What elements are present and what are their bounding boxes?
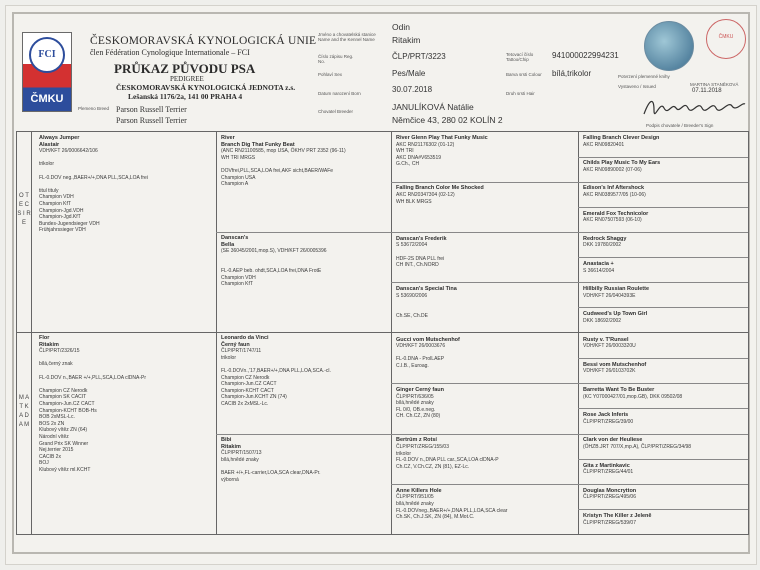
col-divider [31, 132, 32, 534]
great-great-grandparent-details [583, 217, 748, 224]
detail-line: ČLP/PRT/ZREG/539/07 [583, 519, 636, 526]
dog-name: Odin [392, 22, 410, 32]
great-grandparent-cell [396, 387, 576, 432]
grandparent-cell [221, 437, 389, 533]
row-divider [578, 509, 748, 510]
great-grandparent-name: Ginger Černý faun [396, 387, 444, 393]
great-great-grandparent-cell [583, 437, 748, 457]
detail-line: Grand Prix SK Winner [39, 440, 89, 447]
col-divider [391, 132, 392, 534]
detail-line: Champion KfT [39, 200, 71, 207]
detail-line: Champion-Jun.KCHT ZN (74) [221, 394, 287, 401]
fci-logo-ring: FCI [29, 37, 65, 73]
detail-line: Ch.SE, Ch.DE [396, 312, 428, 319]
detail-line: BAER +/+,FL-carrier,LOA,SCA clear,DNA-Pr. [221, 469, 321, 476]
detail-line: Champion CZ Nerodk [221, 374, 270, 381]
grandparent-name: Leonardo da Vinci [221, 335, 269, 341]
great-grandparent-name: Bertrům z Rotsí [396, 437, 437, 444]
detail-line: bílá,hnědé znaky [396, 500, 434, 507]
detail-line: AKC RN07507593 (06-10) [583, 217, 642, 224]
detail-line [221, 261, 389, 268]
detail-line: AKC DNA#V653519 [396, 154, 442, 161]
great-great-grandparent-name: Childs Play Music To My Ears [583, 160, 661, 167]
grandparent-kennel: Branch Dig That Funky Beat [221, 141, 295, 148]
detail-line: ČLP/PRT/2326/15 [39, 348, 80, 355]
detail-line [396, 306, 576, 313]
issued-by-label: Potvrzení plemenné knihy [618, 74, 670, 79]
sire-details [39, 148, 213, 234]
breeder-label: Chovatel Breeder [318, 109, 354, 114]
great-great-grandparent-cell [583, 362, 748, 382]
grandparent-name: River [221, 135, 235, 141]
row-divider [391, 383, 748, 384]
great-great-grandparent-cell [583, 337, 748, 357]
detail-line: Champion-Jgd.VDH [39, 207, 84, 214]
grandparent-details [221, 450, 389, 483]
great-great-grandparent-cell [583, 185, 748, 205]
chip-label: Tetovací číslo Tattoo/Chip [506, 52, 534, 62]
dog-reg-number: ČLP/PRT/3223 [392, 52, 446, 61]
detail-line: Champion-Jgd.KfT [39, 214, 81, 221]
great-great-grandparent-name: Rusty v. T'Runsel [583, 336, 629, 343]
embossed-seal [644, 21, 694, 71]
detail-line: CACIB 2x [39, 453, 61, 460]
great-great-grandparent-name: Gita z Martinkavic [583, 462, 630, 469]
detail-line: ČLP/PRT/951/05 [396, 494, 434, 501]
great-great-grandparent-cell [583, 387, 748, 407]
detail-line: Ch.CZ, V.Ch.CZ, ZN (81), EZ-Lc. [396, 463, 470, 470]
detail-line [396, 299, 576, 306]
great-great-grandparent-name: Hillbilly Russian Roulette [583, 286, 650, 293]
great-great-grandparent-details [583, 520, 748, 527]
detail-line [39, 168, 213, 175]
breeder-address: Němčice 43, 280 02 KOLÍN 2 [392, 115, 503, 125]
great-great-grandparent-name: Redrock Shaggy [583, 235, 627, 242]
grandparent-details [221, 148, 389, 188]
detail-line: FL-0.DOVn.,'17,BAER+/+,DNA PLL,LOA,SCA.-cl. [221, 367, 331, 374]
detail-line: (ANC RN21100585, mop USA, ÖKHV PRT 2352 (96-11) [221, 148, 346, 155]
fci-cmku-logo [22, 32, 72, 112]
detail-line: HDF-2S DNA PLL frei [396, 255, 445, 262]
dam-name: Flor [39, 335, 50, 341]
detail-line: Champion VDH [221, 274, 256, 281]
col-divider [216, 132, 217, 534]
pedigree-table [16, 131, 749, 535]
detail-line: FL-0.DOVneg.,BAER+/+,DNA PLL,LOA,SCA clear [396, 507, 508, 514]
col-divider [578, 132, 579, 534]
detail-line: AKC RN0389577/05 (10-06) [583, 191, 646, 198]
grandparent-cell [221, 235, 389, 331]
great-great-grandparent-name: Douglas Moncrytton [583, 487, 637, 494]
great-great-grandparent-name: Anastacia + [583, 261, 614, 267]
great-great-grandparent-name: Cudweed's Up Town Girl [583, 311, 648, 318]
great-great-grandparent-details [583, 419, 748, 426]
detail-line: FL-0.DNA - ProlLAEP [396, 356, 445, 363]
detail-line: (KC Y07000427/01,mop.GB), DKK 09502/08 [583, 393, 683, 400]
dog-kennel: Ritakim [392, 35, 421, 45]
detail-line: BOJ [39, 460, 49, 467]
great-grandparent-cell [396, 185, 576, 230]
detail-line: ČLP/PRT/ZREG/495/06 [583, 494, 636, 501]
dog-dob: 30.07.2018 [392, 85, 433, 94]
detail-line: Champion SK CACIT [39, 394, 87, 401]
detail-line: trikolor [396, 450, 412, 457]
grandparent-cell [221, 335, 389, 433]
detail-line: CACIB 2x 2xMSL-Lc. [221, 400, 269, 407]
detail-line: Klubový vítěz ml.KCHT [39, 466, 91, 473]
row-divider [578, 157, 748, 158]
issuer-address: Lešanská 1176/2a, 141 00 PRAHA 4 [128, 92, 243, 101]
great-great-grandparent-cell [583, 135, 748, 155]
great-great-grandparent-details [583, 444, 748, 451]
great-great-grandparent-name: Kristyn The Killer z Jeleně [583, 513, 652, 519]
detail-line [39, 381, 213, 388]
great-grandparent-details [396, 293, 576, 319]
great-great-grandparent-cell [583, 261, 748, 281]
row-divider [216, 434, 748, 435]
detail-line: ČLP/PRT/636/05 [396, 393, 434, 400]
detail-line: FL-0.DOV n.,BAER +/+,PLL,SCA,LOA clDNA-Pr [39, 374, 146, 381]
great-great-grandparent-cell [583, 463, 748, 483]
cmku-logo-text: ČMKU [30, 93, 64, 105]
detail-line: FL-0.DOV neg.,BAER+/+,DNA PLL,SCA,LOA frei [39, 174, 148, 181]
detail-line: DKK 18692/2002 [583, 317, 622, 324]
detail-line: trikolor [221, 354, 237, 361]
detail-line: WH TRI [396, 148, 414, 155]
issued-date-label: Vystaveno / Issued [618, 84, 656, 89]
detail-line [39, 181, 213, 188]
great-grandparent-name: River Glenn Play That Funky Music [396, 135, 488, 141]
grandparent-kennel: Ritakim [221, 443, 241, 450]
detail-line: VDH/KFT 26/0003320U [583, 343, 636, 350]
great-great-grandparent-details [583, 394, 748, 401]
name-label: Jméno a chovatelská stanice Name and the Kennel Name [318, 32, 376, 42]
row-divider [578, 307, 748, 308]
row-divider [578, 459, 748, 460]
detail-line: Champion VDH [39, 194, 74, 201]
great-great-grandparent-cell [583, 513, 748, 533]
grandparent-details [221, 248, 389, 288]
detail-line: Klubový vítěz ZN (64) [39, 427, 88, 434]
grandparent-details [221, 348, 389, 407]
breed-value-cz: Parson Russell Terrier [116, 105, 187, 114]
detail-line: AKC RN21176302 (01-12) [396, 141, 455, 148]
detail-line [396, 249, 576, 256]
great-great-grandparent-details [583, 293, 748, 300]
great-grandparent-details [396, 192, 576, 205]
row-divider [216, 232, 748, 233]
great-great-grandparent-details [583, 242, 748, 249]
great-grandparent-name: Falling Branch Color Me Shocked [396, 185, 484, 192]
great-grandparent-details [396, 494, 576, 520]
great-great-grandparent-name: Emerald Fox Technicolor [583, 210, 649, 217]
breeder-signature [642, 94, 746, 120]
detail-line: Champion-Jun.CZ CACT [221, 381, 277, 388]
detail-line: ČLP/PRT/1507/13 [221, 450, 262, 457]
row-divider [391, 282, 748, 283]
detail-line [221, 463, 389, 470]
great-grandparent-details [396, 343, 576, 369]
detail-line: Nej.terrier 2015 [39, 447, 74, 454]
great-great-grandparent-details [583, 368, 748, 375]
issued-date: 07.11.2018 [692, 88, 722, 94]
cmku-stamp [706, 19, 746, 59]
detail-line: bílá,hnědé znaky [396, 400, 434, 407]
detail-line: BOS 2x ZN [39, 420, 65, 427]
detail-line [221, 161, 389, 168]
detail-line: Champion-KCHT BOB-Hs [39, 407, 97, 414]
detail-line: C.I.B., Euroag. [396, 362, 429, 369]
great-grandparent-details [396, 242, 576, 268]
detail-line: FL 0/0, OB.e.neg. [396, 406, 436, 413]
great-great-grandparent-cell [583, 488, 748, 508]
detail-line [221, 361, 389, 368]
detail-line: S 36614/2004 [583, 267, 615, 274]
great-great-grandparent-name: Barretta Want To Be Buster [583, 387, 655, 393]
detail-line: AKC RN20347304 (02-12) [396, 191, 455, 198]
detail-line: titul tituly [39, 187, 59, 194]
great-grandparent-cell [396, 337, 576, 382]
detail-line [221, 255, 389, 262]
great-grandparent-cell [396, 286, 576, 331]
great-great-grandparent-name: Clark von der Heuliese [583, 437, 643, 444]
detail-line: Champion-Jun.CZ CACT [39, 400, 95, 407]
grandparent-kennel: Černý faun [221, 341, 250, 348]
detail-line: bílá,černý znak [39, 361, 73, 368]
great-great-grandparent-cell [583, 286, 748, 306]
detail-line: Ch.SK, Ch.J.SK, ZN (84), M.Mot.C. [396, 514, 475, 521]
row-divider [391, 484, 748, 485]
detail-line: VDH/KFT 26/0003676 [396, 343, 446, 350]
issuer-name: ČESKOMORAVSKÁ KYNOLOGICKÁ JEDNOTA z.s. [116, 83, 296, 92]
detail-line: Champion KfT [221, 281, 253, 288]
detail-line: výborná [221, 476, 239, 483]
detail-line: ČLP/PRT/1747/11 [221, 348, 262, 355]
detail-line: (ÖHZB.JRT 707/X,mp.A), ČLP/PRT/ZREG/34/98 [583, 443, 692, 450]
detail-line: ČLP/PRT/ZREG/44/01 [583, 469, 634, 476]
great-great-grandparent-details [583, 469, 748, 476]
great-grandparent-name: Danscan's Frederik [396, 235, 447, 242]
dog-chip: 941000022994231 [552, 51, 619, 60]
row-divider [578, 257, 748, 258]
detail-line: VDH/KFT 26/0006642/106 [39, 148, 98, 155]
document-title: PRŮKAZ PŮVODU PSA [114, 61, 256, 76]
detail-line: FL-0.DOV n.,DNA PLL car.,SCA,LOA clDNA-P [396, 457, 499, 464]
detail-line [39, 355, 213, 362]
great-great-grandparent-details [583, 494, 748, 501]
detail-line: S 53690/2006 [396, 292, 428, 299]
hair-label: Druh srsti Hair [506, 91, 535, 96]
row-divider [391, 182, 748, 183]
sire-section-label: O T E C S I R E [17, 193, 33, 226]
detail-line [39, 368, 213, 375]
great-grandparent-cell [396, 437, 576, 482]
great-great-grandparent-cell [583, 236, 748, 256]
row-divider [578, 207, 748, 208]
detail-line: WH TRI MRGS [221, 154, 256, 161]
signature-label: Podpis chovatele / Breeder's Sign [646, 123, 714, 128]
great-grandparent-details [396, 142, 576, 168]
great-great-grandparent-name: Rose Jack Inferis [583, 412, 629, 419]
great-grandparent-name: Gucci vom Mutschenhof [396, 336, 460, 343]
detail-line: Frühjahrssieger VDH [39, 227, 86, 234]
detail-line: DOVfrei,PLL,SCA,LOA frei,AKF sicht,BAER/WAFe [221, 167, 334, 174]
row-divider [578, 358, 748, 359]
great-great-grandparent-details [583, 192, 748, 199]
organization-name: ČESKOMORAVSKÁ KYNOLOGICKÁ UNIE [90, 35, 317, 47]
document-subtitle: PEDIGREE [170, 75, 204, 83]
detail-line: DKK 19780/2002 [583, 242, 622, 249]
great-great-grandparent-cell [583, 412, 748, 432]
grandparent-name: Bibi [221, 437, 232, 443]
great-grandparent-name: Anne Killers Hole [396, 487, 442, 494]
stamp-text: ČMKU [718, 34, 734, 40]
detail-line: bílá,hnědé znaky [221, 456, 259, 463]
pedigree-document [5, 5, 757, 565]
great-grandparent-details [396, 444, 576, 470]
detail-line: CH. Ch.CZ, ZN (80) [396, 413, 441, 420]
great-grandparent-name: Danscan's Special Tina [396, 286, 457, 293]
detail-line: S 53672/2004 [396, 242, 428, 249]
breed-label: Plemeno Breed [78, 106, 110, 111]
grandparent-kennel: Bella [221, 241, 235, 248]
grandparent-name: Danscan's [221, 235, 249, 241]
dam-details [39, 348, 213, 473]
detail-line: ČLP/PRT/ZREG/155/03 [396, 443, 449, 450]
dam-cell [39, 335, 213, 533]
great-great-grandparent-details [583, 318, 748, 325]
detail-line: VDH/KFT 26/0103702K [583, 368, 636, 375]
dob-label: Datum narození Born [318, 91, 361, 96]
detail-line: BOB 2xMSL-Lc. [39, 414, 75, 421]
detail-line: FL-0.AEP beb. ohdt,SCA,LOA frei,DNA FrotE [221, 267, 322, 274]
detail-line: Bundes-Jugendsieger VDH [39, 220, 100, 227]
sex-label: Pohlaví Sex [318, 72, 343, 77]
great-grandparent-cell [396, 236, 576, 281]
sire-kennel: Alastair [39, 141, 60, 148]
reg-label: Číslo zápisu Reg. No. [318, 54, 354, 64]
detail-line [396, 350, 576, 357]
detail-line: Champion CZ Nerodk [39, 387, 88, 394]
detail-line: Champion-KCHT CACT [221, 387, 274, 394]
detail-line: Champion USA [221, 174, 256, 181]
dam-kennel: Ritakim [39, 341, 59, 348]
sire-cell [39, 135, 213, 330]
great-great-grandparent-cell [583, 160, 748, 180]
sire-name: Always Jumper [39, 135, 80, 141]
detail-line: Champion A [221, 181, 249, 188]
breed-value-en: Parson Russell Terrier [116, 116, 187, 125]
colour-label: Barva srsti Colour [506, 72, 542, 77]
great-great-grandparent-details [583, 343, 748, 350]
detail-line: AKC RN09890002 (07-06) [583, 166, 642, 173]
great-great-grandparent-details [583, 142, 748, 149]
great-great-grandparent-name: Falling Branch Clever Design [583, 135, 660, 141]
detail-line: AKC RN09820401 [583, 141, 625, 148]
great-great-grandparent-cell [583, 211, 748, 231]
dam-section-label: M A T K A D A M [18, 395, 31, 428]
great-great-grandparent-name: Edison's Inf Aftershock [583, 185, 645, 192]
half-divider [17, 332, 748, 333]
detail-line: trikolor [39, 161, 55, 168]
great-great-grandparent-details [583, 268, 748, 275]
breeder-name: JANULÍKOVÁ Natálie [392, 102, 474, 112]
fci-member-line: člen Fédération Cynologique Internationale – FCI [90, 48, 250, 57]
great-great-grandparent-cell [583, 311, 748, 331]
detail-line: ČLP/PRT/ZREG/39/00 [583, 418, 634, 425]
grandparent-cell [221, 135, 389, 231]
dog-colour: bílá,trikolor [552, 69, 592, 78]
dog-sex: Pes/Male [392, 69, 426, 78]
detail-line: WH BLK MRGS [396, 198, 432, 205]
row-divider [578, 408, 748, 409]
detail-line: Národní vítěz [39, 433, 69, 440]
great-great-grandparent-details [583, 167, 748, 174]
detail-line: G.Ch., CH [396, 161, 420, 168]
great-great-grandparent-name: Bessi vom Mutschenhof [583, 361, 647, 368]
detail-line: (SE 36045/2001,mop.S), VDH/KFT 26/0005396 [221, 248, 327, 255]
detail-line: CH INT., Ch.NORD [396, 262, 439, 269]
great-grandparent-cell [396, 488, 576, 533]
issuer-name-stamp: MARTINA STANĚKOVÁ [690, 82, 739, 87]
great-grandparent-cell [396, 135, 576, 180]
detail-line: VDH/KFT 26/0404393E [583, 292, 636, 299]
detail-line [39, 155, 213, 162]
great-grandparent-details [396, 394, 576, 420]
